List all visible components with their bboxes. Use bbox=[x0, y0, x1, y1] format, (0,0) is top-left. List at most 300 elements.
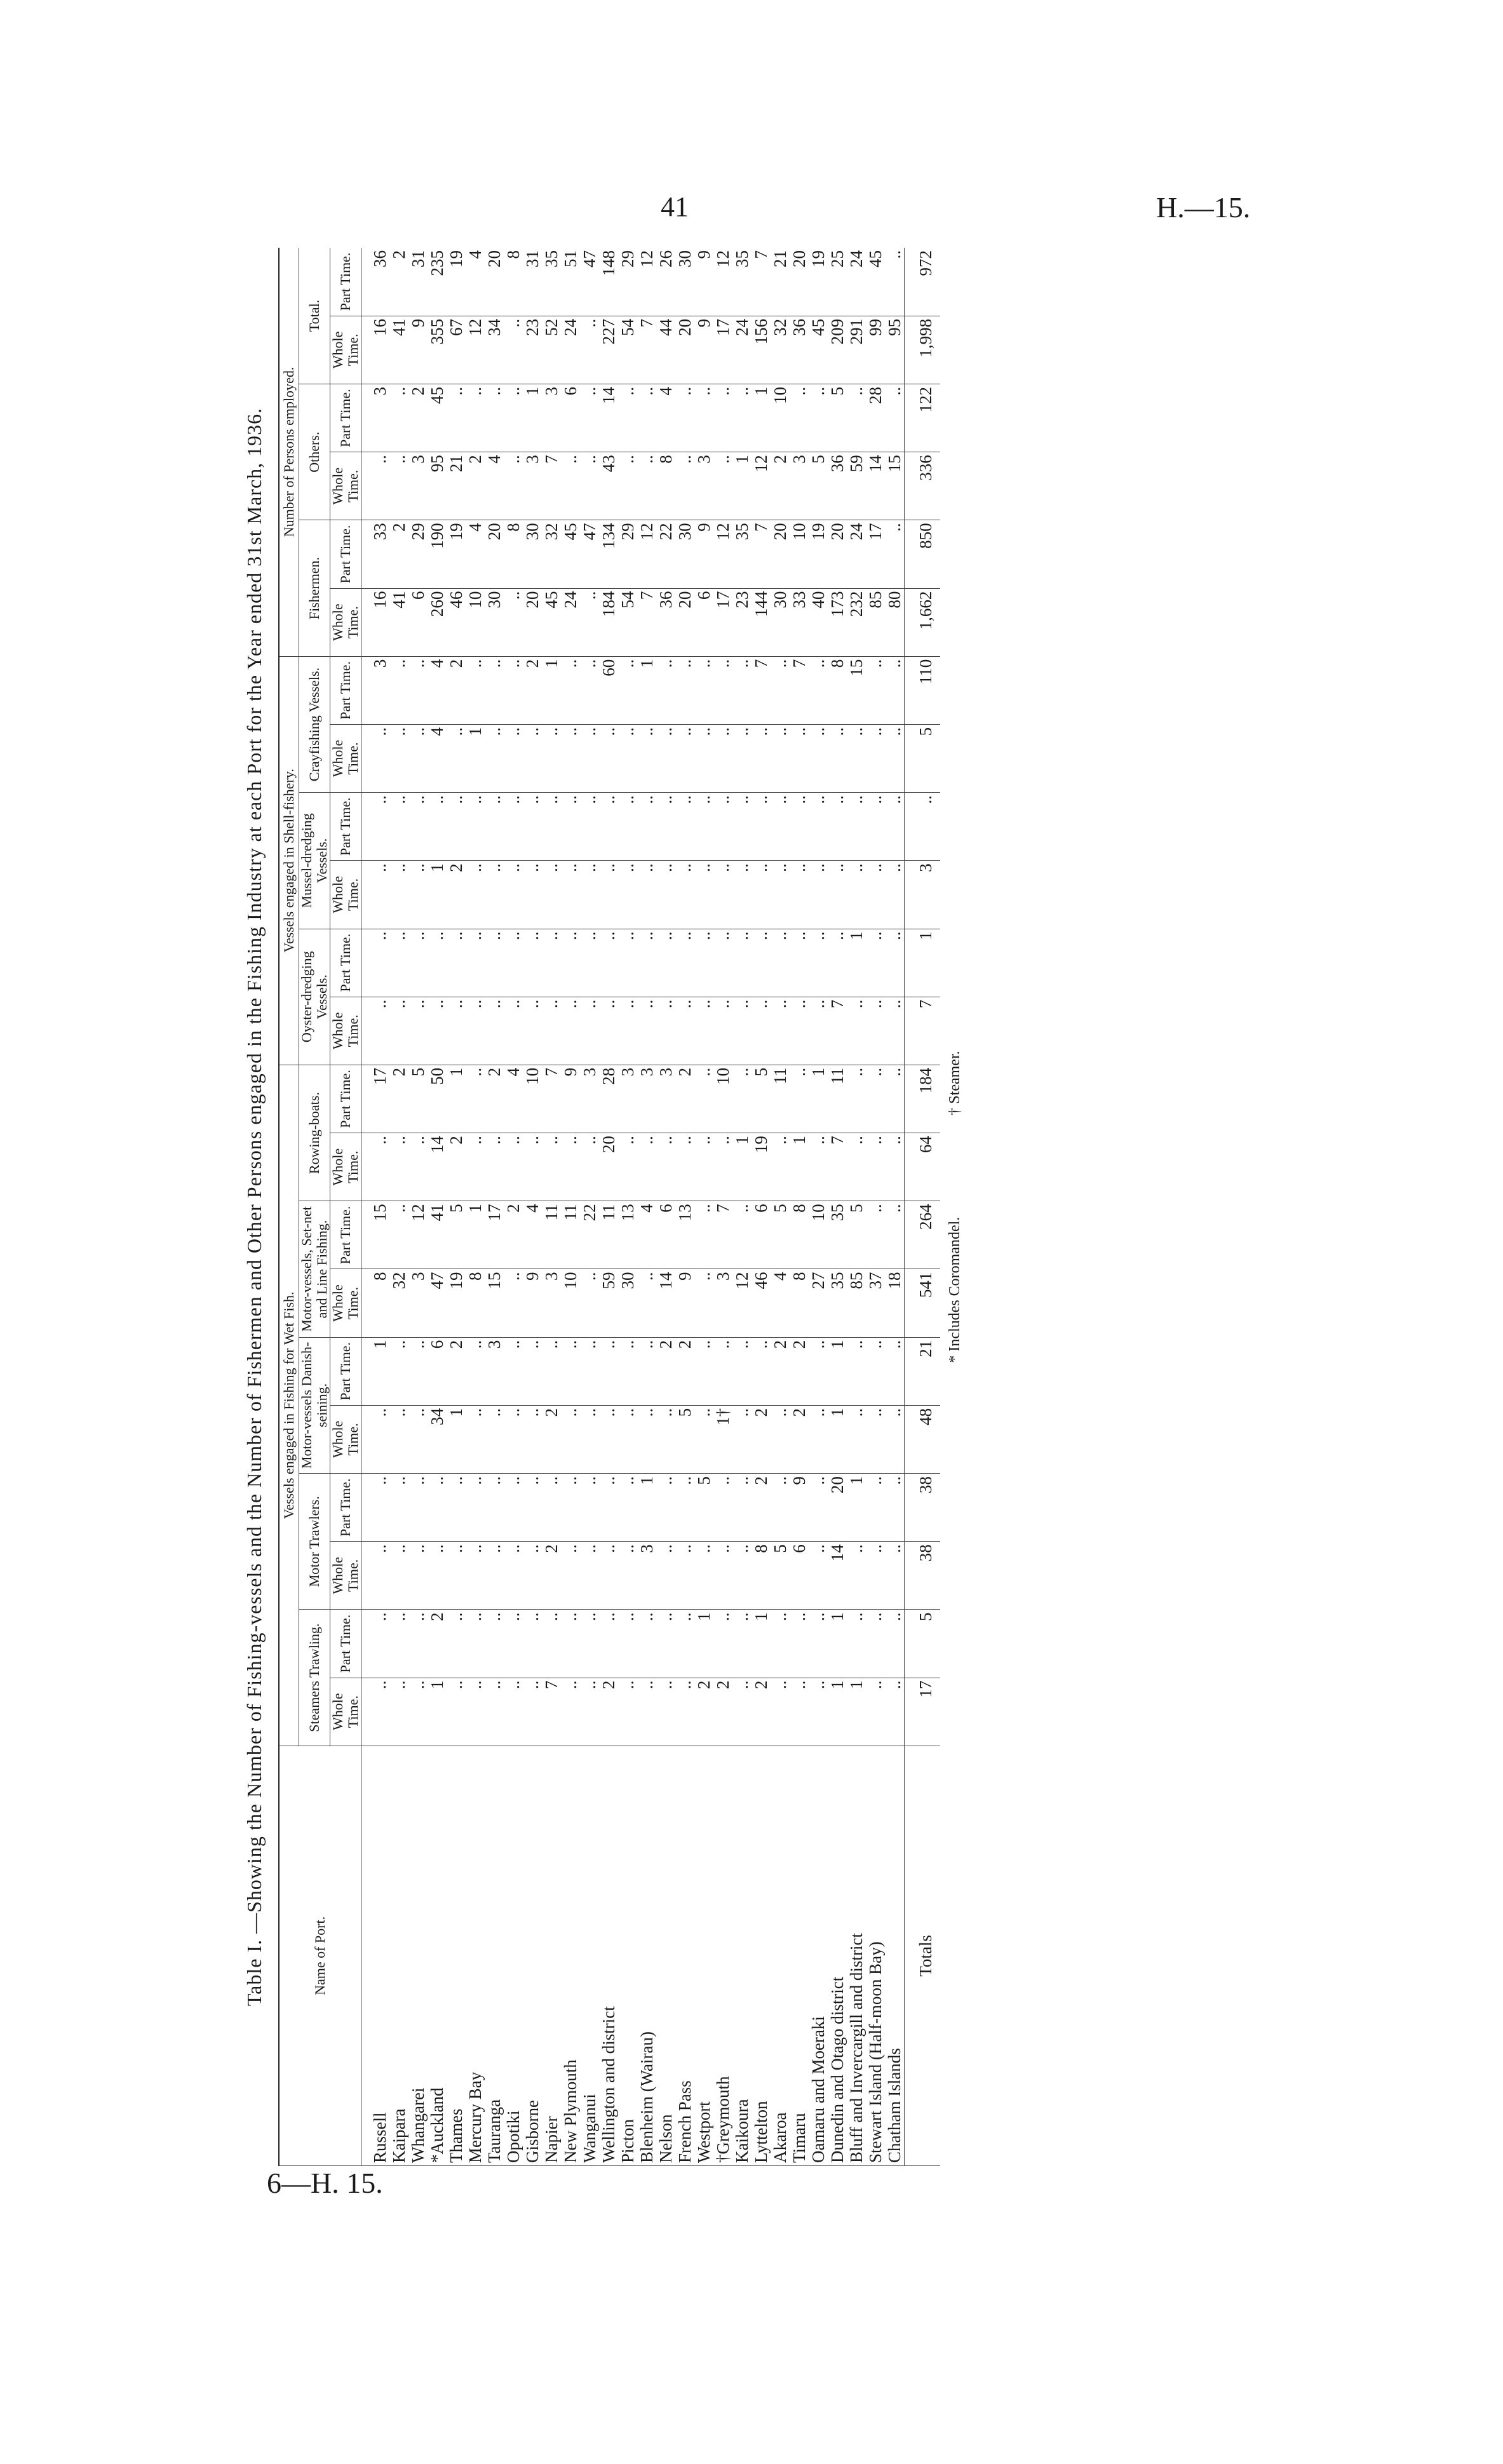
table-cell: .. bbox=[656, 861, 675, 929]
table-cell: 32 bbox=[771, 316, 790, 384]
table-cell: 7 bbox=[542, 452, 561, 520]
table-cell: 7 bbox=[542, 1678, 561, 1746]
table-cell: 95 bbox=[428, 452, 447, 520]
table-cell: 4 bbox=[656, 384, 675, 452]
table-cell: .. bbox=[885, 1610, 905, 1678]
table-cell: .. bbox=[485, 929, 504, 997]
table-cell: .. bbox=[389, 997, 408, 1065]
table-cell: .. bbox=[713, 793, 732, 861]
table-cell: .. bbox=[561, 861, 580, 929]
table-cell: .. bbox=[885, 997, 905, 1065]
table-cell: .. bbox=[809, 929, 828, 997]
table-cell: .. bbox=[790, 929, 809, 997]
table-cell: 17 bbox=[713, 588, 732, 656]
table-cell: 41 bbox=[428, 1201, 447, 1269]
table-cell: .. bbox=[885, 656, 905, 724]
table-cell: .. bbox=[713, 384, 732, 452]
table-cell: 9 bbox=[790, 1474, 809, 1542]
table-cell: .. bbox=[732, 793, 752, 861]
table-cell: .. bbox=[694, 724, 713, 792]
table-cell: 4 bbox=[523, 1201, 542, 1269]
table-cell: .. bbox=[809, 1405, 828, 1473]
port-name: New Plymouth bbox=[561, 1746, 580, 2165]
table-cell: .. bbox=[694, 997, 713, 1065]
table-cell: .. bbox=[408, 724, 428, 792]
table-cell: 6 bbox=[752, 1201, 771, 1269]
table-cell: .. bbox=[361, 1474, 390, 1542]
totals-cell: 17 bbox=[905, 1678, 941, 1746]
table-cell: 9 bbox=[408, 316, 428, 384]
table-row bbox=[485, 248, 504, 2166]
table-cell: .. bbox=[447, 1474, 466, 1542]
table-cell: 3 bbox=[618, 1065, 637, 1133]
table-cell: .. bbox=[637, 793, 656, 861]
table-cell: .. bbox=[408, 861, 428, 929]
table-cell: .. bbox=[580, 1337, 599, 1405]
table-cell: 22 bbox=[580, 1201, 599, 1269]
table-cell: .. bbox=[828, 724, 847, 792]
table-row bbox=[732, 248, 752, 2166]
footnote-steamer: † Steamer. bbox=[947, 1051, 963, 1115]
table-cell: .. bbox=[580, 1474, 599, 1542]
table-cell: .. bbox=[656, 1133, 675, 1201]
table-cell: .. bbox=[847, 1610, 866, 1678]
table-cell: .. bbox=[580, 861, 599, 929]
table-cell: .. bbox=[694, 929, 713, 997]
table-cell: .. bbox=[466, 929, 485, 997]
whole-time-header: Whole Time. bbox=[330, 1133, 361, 1201]
table-cell: .. bbox=[866, 1678, 885, 1746]
table-cell: .. bbox=[637, 384, 656, 452]
table-cell: .. bbox=[694, 1065, 713, 1133]
table-cell: .. bbox=[713, 1542, 732, 1610]
table-cell: 7 bbox=[752, 520, 771, 588]
table-cell: 45 bbox=[866, 248, 885, 316]
table-cell: 12 bbox=[752, 452, 771, 520]
table-cell: 35 bbox=[828, 1269, 847, 1337]
table-cell: .. bbox=[885, 1337, 905, 1405]
table-cell: 3 bbox=[485, 1337, 504, 1405]
table-cell: .. bbox=[580, 588, 599, 656]
table-cell: .. bbox=[599, 997, 618, 1065]
table-cell: 291 bbox=[847, 316, 866, 384]
table-cell: .. bbox=[466, 1474, 485, 1542]
table-cell: 2 bbox=[389, 520, 408, 588]
part-time-header: Part Time. bbox=[330, 384, 361, 452]
table-cell: 28 bbox=[866, 384, 885, 452]
table-cell: .. bbox=[790, 997, 809, 1065]
table-cell: .. bbox=[656, 1610, 675, 1678]
table-cell: .. bbox=[561, 1337, 580, 1405]
table-cell: 17 bbox=[866, 520, 885, 588]
table-cell: .. bbox=[771, 793, 790, 861]
table-cell: .. bbox=[561, 452, 580, 520]
table-cell: .. bbox=[389, 1542, 408, 1610]
table-cell: .. bbox=[732, 1337, 752, 1405]
table-cell: 2 bbox=[389, 1065, 408, 1133]
table-row bbox=[809, 248, 828, 2166]
table-cell: .. bbox=[656, 1678, 675, 1746]
table-cell: 34 bbox=[485, 316, 504, 384]
table-cell: 47 bbox=[580, 520, 599, 588]
table-cell: .. bbox=[618, 1474, 637, 1542]
table-cell: 2 bbox=[656, 1337, 675, 1405]
table-cell: 3 bbox=[542, 1269, 561, 1337]
table-cell: .. bbox=[675, 793, 694, 861]
table-cell: 59 bbox=[847, 452, 866, 520]
table-cell: 8 bbox=[790, 1269, 809, 1337]
table-cell: 20 bbox=[790, 248, 809, 316]
part-time-header: Part Time. bbox=[330, 929, 361, 997]
port-name: Timaru bbox=[790, 1746, 809, 2165]
table-cell: .. bbox=[504, 1610, 523, 1678]
totals-row bbox=[905, 248, 941, 2166]
whole-time-header: Whole Time. bbox=[330, 997, 361, 1065]
table-cell: 1 bbox=[637, 1474, 656, 1542]
totals-cell: 21 bbox=[905, 1337, 941, 1405]
table-cell: .. bbox=[523, 861, 542, 929]
totals-cell: .. bbox=[905, 793, 941, 861]
table-cell: .. bbox=[389, 1405, 408, 1473]
table-cell: .. bbox=[847, 1065, 866, 1133]
table-cell: .. bbox=[361, 1133, 390, 1201]
table-cell: .. bbox=[523, 1610, 542, 1678]
table-cell: 23 bbox=[523, 316, 542, 384]
table-cell: 11 bbox=[828, 1065, 847, 1133]
table-cell: 232 bbox=[847, 588, 866, 656]
table-cell: .. bbox=[790, 1678, 809, 1746]
part-time-header: Part Time. bbox=[330, 1610, 361, 1678]
table-cell: 24 bbox=[732, 316, 752, 384]
table-cell: .. bbox=[561, 1542, 580, 1610]
table-cell: .. bbox=[809, 1610, 828, 1678]
table-cell: .. bbox=[675, 724, 694, 792]
table-cell: .. bbox=[885, 1065, 905, 1133]
table-cell: 36 bbox=[361, 248, 390, 316]
table-row bbox=[847, 248, 866, 2166]
totals-cell: 972 bbox=[905, 248, 941, 316]
table-cell: .. bbox=[828, 861, 847, 929]
table-cell: 9 bbox=[675, 1269, 694, 1337]
table-cell: .. bbox=[713, 1474, 732, 1542]
table-cell: 1 bbox=[732, 1133, 752, 1201]
table-cell: 2 bbox=[752, 1474, 771, 1542]
table-cell: 7 bbox=[752, 656, 771, 724]
table-cell: .. bbox=[694, 1542, 713, 1610]
table-cell: 43 bbox=[599, 452, 618, 520]
table-cell: .. bbox=[675, 1542, 694, 1610]
table-cell: 19 bbox=[447, 520, 466, 588]
table-cell: 1 bbox=[809, 1065, 828, 1133]
table-cell: .. bbox=[408, 793, 428, 861]
totals-cell: 264 bbox=[905, 1201, 941, 1269]
table-cell: .. bbox=[466, 384, 485, 452]
table-cell: .. bbox=[675, 997, 694, 1065]
totals-cell: 38 bbox=[905, 1542, 941, 1610]
table-cell: 29 bbox=[618, 520, 637, 588]
totals-cell: 1,998 bbox=[905, 316, 941, 384]
port-header: Name of Port. bbox=[279, 1746, 361, 2165]
whole-time-header: Whole Time. bbox=[330, 588, 361, 656]
table-cell: .. bbox=[752, 793, 771, 861]
table-cell: .. bbox=[389, 1337, 408, 1405]
table-cell: .. bbox=[561, 1678, 580, 1746]
table-cell: 14 bbox=[866, 452, 885, 520]
table-cell: 190 bbox=[428, 520, 447, 588]
table-row bbox=[752, 248, 771, 2166]
table-cell: .. bbox=[389, 929, 408, 997]
table-cell: 17 bbox=[713, 316, 732, 384]
table-cell: 35 bbox=[732, 248, 752, 316]
port-name: Akaroa bbox=[771, 1746, 790, 2165]
table-cell: 51 bbox=[561, 248, 580, 316]
part-time-header: Part Time. bbox=[330, 1065, 361, 1133]
port-name: Westport bbox=[694, 1746, 713, 2165]
table-cell: 5 bbox=[828, 384, 847, 452]
table-cell: .. bbox=[847, 1405, 866, 1473]
table-cell: .. bbox=[885, 1133, 905, 1201]
totals-cell: 541 bbox=[905, 1269, 941, 1337]
table-cell: .. bbox=[361, 929, 390, 997]
table-cell: 1 bbox=[752, 1610, 771, 1678]
table-cell: .. bbox=[694, 861, 713, 929]
table-cell: 27 bbox=[809, 1269, 828, 1337]
table-cell: 5 bbox=[408, 1065, 428, 1133]
table-cell: 3 bbox=[523, 452, 542, 520]
table-cell: 30 bbox=[675, 520, 694, 588]
table-cell: 10 bbox=[790, 520, 809, 588]
table-cell: .. bbox=[771, 724, 790, 792]
table-cell: 30 bbox=[771, 588, 790, 656]
table-cell: 184 bbox=[599, 588, 618, 656]
table-cell: .. bbox=[656, 656, 675, 724]
table-cell: .. bbox=[466, 656, 485, 724]
table-cell: 6 bbox=[408, 588, 428, 656]
table-cell: .. bbox=[389, 1474, 408, 1542]
table-row bbox=[542, 248, 561, 2166]
table-cell: .. bbox=[389, 793, 408, 861]
crayfish-header: Crayfishing Vessels. bbox=[299, 656, 330, 792]
table-cell: 25 bbox=[828, 248, 847, 316]
shell-fish-group-header: Vessels engaged in Shell-fishery. bbox=[279, 656, 299, 1065]
table-cell: 21 bbox=[771, 248, 790, 316]
table-cell: 45 bbox=[428, 384, 447, 452]
table-cell: .. bbox=[504, 1133, 523, 1201]
table-cell: 2 bbox=[447, 656, 466, 724]
table-cell: 24 bbox=[847, 520, 866, 588]
table-cell: 2 bbox=[389, 248, 408, 316]
table-cell: 2 bbox=[790, 1337, 809, 1405]
table-cell: 2 bbox=[713, 1678, 732, 1746]
table-cell: .. bbox=[389, 1201, 408, 1269]
table-cell: .. bbox=[656, 1405, 675, 1473]
table-cell: 20 bbox=[828, 520, 847, 588]
table-cell: .. bbox=[713, 929, 732, 997]
table-cell: .. bbox=[885, 520, 905, 588]
table-cell: 2 bbox=[771, 452, 790, 520]
table-cell: .. bbox=[847, 997, 866, 1065]
table-cell: .. bbox=[809, 997, 828, 1065]
table-cell: .. bbox=[752, 724, 771, 792]
table-cell: .. bbox=[504, 1269, 523, 1337]
table-cell: 24 bbox=[847, 248, 866, 316]
table-cell: .. bbox=[771, 1474, 790, 1542]
table-cell: .. bbox=[732, 1678, 752, 1746]
table-cell: .. bbox=[732, 1201, 752, 1269]
table-cell: 6 bbox=[790, 1542, 809, 1610]
port-name: Russell bbox=[361, 1746, 390, 2165]
table-cell: 34 bbox=[428, 1405, 447, 1473]
table-row bbox=[790, 248, 809, 2166]
table-cell: 33 bbox=[361, 520, 390, 588]
table-cell: 7 bbox=[637, 316, 656, 384]
table-cell: .. bbox=[408, 929, 428, 997]
table-cell: 4 bbox=[466, 248, 485, 316]
table-cell: .. bbox=[504, 588, 523, 656]
table-cell: 1 bbox=[447, 1065, 466, 1133]
table-cell: 2 bbox=[599, 1678, 618, 1746]
table-row bbox=[361, 248, 390, 2166]
table-cell: 5 bbox=[809, 452, 828, 520]
part-time-header: Part Time. bbox=[330, 1474, 361, 1542]
table-cell: .. bbox=[866, 656, 885, 724]
table-cell: .. bbox=[656, 997, 675, 1065]
table-cell: .. bbox=[485, 1678, 504, 1746]
whole-time-header: Whole Time. bbox=[330, 316, 361, 384]
table-cell: .. bbox=[580, 793, 599, 861]
table-cell: 3 bbox=[580, 1065, 599, 1133]
table-cell: 355 bbox=[428, 316, 447, 384]
table-cell: .. bbox=[656, 724, 675, 792]
table-cell: .. bbox=[523, 997, 542, 1065]
table-cell: 8 bbox=[504, 520, 523, 588]
table-cell: .. bbox=[466, 861, 485, 929]
table-cell: .. bbox=[523, 724, 542, 792]
table-cell: 12 bbox=[732, 1269, 752, 1337]
table-cell: .. bbox=[637, 861, 656, 929]
table-cell: 1 bbox=[523, 384, 542, 452]
table-row bbox=[447, 248, 466, 2166]
table-cell: 3 bbox=[542, 384, 561, 452]
table-cell: .. bbox=[771, 861, 790, 929]
table-cell: .. bbox=[361, 1610, 390, 1678]
table-cell: 11 bbox=[542, 1201, 561, 1269]
table-cell: .. bbox=[618, 1133, 637, 1201]
table-row bbox=[828, 248, 847, 2166]
table-cell: 3 bbox=[713, 1269, 732, 1337]
table-cell: .. bbox=[771, 1678, 790, 1746]
table-row bbox=[637, 248, 656, 2166]
table-cell: 52 bbox=[542, 316, 561, 384]
table-cell: 30 bbox=[523, 520, 542, 588]
table-cell: 14 bbox=[599, 384, 618, 452]
totals-label: Totals bbox=[905, 1746, 941, 2165]
table-cell: .. bbox=[580, 1678, 599, 1746]
table-cell: 19 bbox=[752, 1133, 771, 1201]
port-name: Kaikoura bbox=[732, 1746, 752, 2165]
table-cell: 9 bbox=[694, 520, 713, 588]
port-name: Wanganui bbox=[580, 1746, 599, 2165]
table-cell: 29 bbox=[408, 520, 428, 588]
table-cell: .. bbox=[485, 861, 504, 929]
table-cell: .. bbox=[485, 1474, 504, 1542]
table-cell: 40 bbox=[809, 588, 828, 656]
table-cell: .. bbox=[599, 1337, 618, 1405]
table-cell: .. bbox=[866, 1065, 885, 1133]
table-cell: .. bbox=[523, 929, 542, 997]
port-name: Blenheim (Wairau) bbox=[637, 1746, 656, 2165]
port-name: Tauranga bbox=[485, 1746, 504, 2165]
table-cell: .. bbox=[389, 384, 408, 452]
totals-cell: 3 bbox=[905, 861, 941, 929]
table-cell: .. bbox=[466, 1610, 485, 1678]
table-cell: .. bbox=[361, 861, 390, 929]
table-cell: .. bbox=[790, 793, 809, 861]
table-cell: .. bbox=[504, 1678, 523, 1746]
port-name: Mercury Bay bbox=[466, 1746, 485, 2165]
table-cell: .. bbox=[866, 1337, 885, 1405]
table-cell: 260 bbox=[428, 588, 447, 656]
table-cell: .. bbox=[637, 1678, 656, 1746]
table-cell: 12 bbox=[466, 316, 485, 384]
table-cell: 4 bbox=[428, 656, 447, 724]
table-cell: .. bbox=[523, 1542, 542, 1610]
table-cell: .. bbox=[866, 1201, 885, 1269]
table-cell: .. bbox=[713, 656, 732, 724]
totals-cell: 5 bbox=[905, 1610, 941, 1678]
table-cell: .. bbox=[675, 1610, 694, 1678]
table-cell: 60 bbox=[599, 656, 618, 724]
table-cell: 1 bbox=[428, 861, 447, 929]
table-cell: .. bbox=[694, 1133, 713, 1201]
table-cell: .. bbox=[580, 1133, 599, 1201]
table-row bbox=[885, 248, 905, 2166]
table-cell: .. bbox=[885, 384, 905, 452]
table-cell: .. bbox=[599, 1474, 618, 1542]
table-cell: 1 bbox=[847, 929, 866, 997]
table-cell: .. bbox=[771, 1610, 790, 1678]
table-row bbox=[408, 248, 428, 2166]
table-row bbox=[428, 248, 447, 2166]
table-cell: .. bbox=[408, 997, 428, 1065]
table-cell: 5 bbox=[771, 1542, 790, 1610]
table-cell: .. bbox=[523, 1474, 542, 1542]
table-cell: 10 bbox=[713, 1065, 732, 1133]
table-cell: .. bbox=[599, 1405, 618, 1473]
table-cell: .. bbox=[732, 656, 752, 724]
table-cell: 15 bbox=[847, 656, 866, 724]
table-cell: .. bbox=[599, 861, 618, 929]
table-cell: .. bbox=[866, 1405, 885, 1473]
table-cell: .. bbox=[732, 384, 752, 452]
table-cell: 36 bbox=[828, 452, 847, 520]
table-cell: .. bbox=[485, 1610, 504, 1678]
table-cell: .. bbox=[885, 861, 905, 929]
table-cell: 2 bbox=[447, 1133, 466, 1201]
table-cell: 5 bbox=[771, 1201, 790, 1269]
table-cell: 11 bbox=[599, 1201, 618, 1269]
table-cell: 2 bbox=[408, 384, 428, 452]
table-cell: 209 bbox=[828, 316, 847, 384]
table-cell: .. bbox=[542, 1610, 561, 1678]
table-cell: .. bbox=[599, 929, 618, 997]
setnet-header: Motor-vessels, Set-net and Line Fishing. bbox=[299, 1201, 330, 1337]
table-cell: 30 bbox=[675, 248, 694, 316]
table-body bbox=[361, 248, 941, 2166]
table-cell: .. bbox=[504, 1405, 523, 1473]
table-cell: .. bbox=[732, 724, 752, 792]
table-cell: .. bbox=[637, 929, 656, 997]
